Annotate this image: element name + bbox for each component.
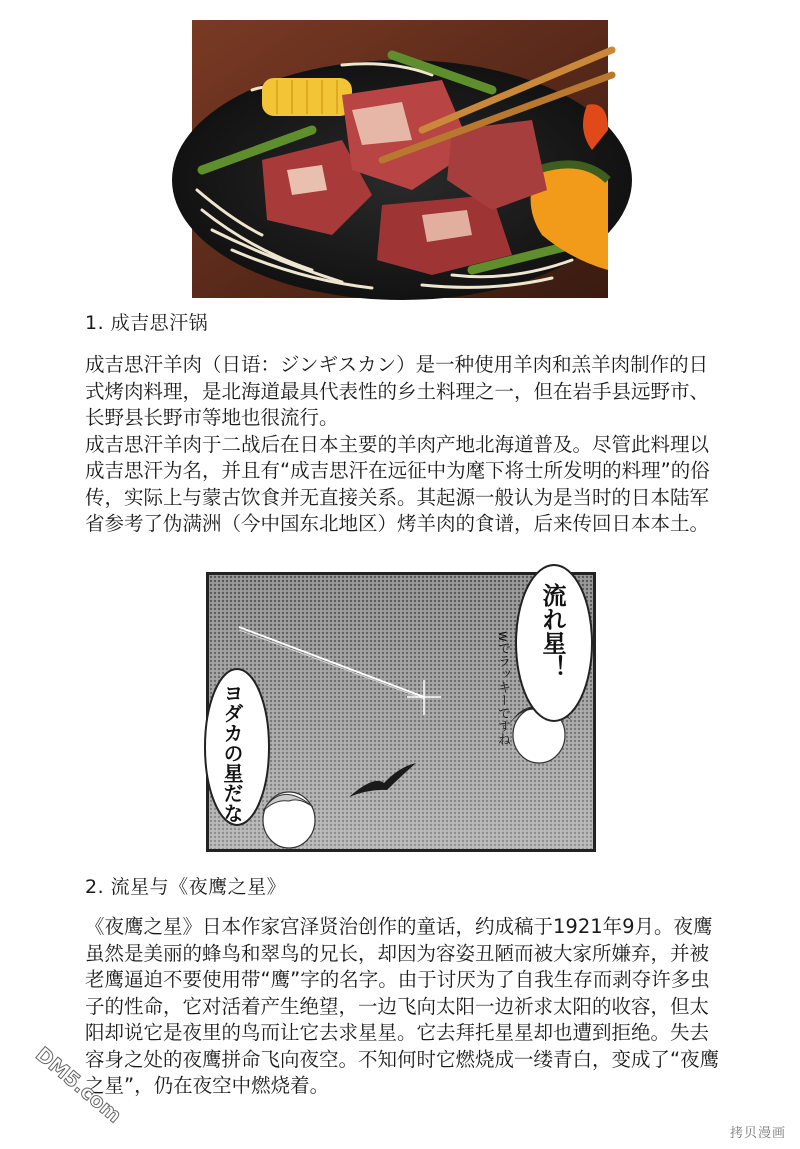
- svg-text:DM5.com: DM5.com: [31, 1041, 127, 1128]
- paragraph: 成吉思汗羊肉于二战后在日本主要的羊肉产地北海道普及。尽管此料理以成吉思汗为名，并且有“成吉思汗在远征中为麾下将士所发明的料理”的俗传，实际上与蒙古饮食并无直接关系。其起源一般认为是当时的日本陆军省参考了伪满洲（今中国东北地区）烤羊肉的食谱，后来传回日本本土。: [85, 432, 710, 535]
- copy-manga-watermark: 拷贝漫画: [730, 1126, 787, 1141]
- dm5-logo: [14, 1036, 127, 1136]
- small-handwritten-text: wでラッキーですね: [495, 631, 510, 746]
- section-heading: 2. 流星与《夜鹰之星》: [85, 876, 287, 898]
- speech-bubble-nighthawk-star: ヨダカの星だな: [220, 683, 244, 823]
- speech-bubble-shooting-star: 流れ星！: [538, 583, 566, 679]
- paragraph: 《夜鹰之星》日本作家宫泽贤治创作的童话，约成稿于1921年9月。夜鹰虽然是美丽的蜂鸟和翠鸟的兄长，却因为容姿丑陋而被大家所嫌弃，并被老鹰逼迫不要使用带“鹰”字的名字。由于讨厌为了自我生存而剥夺许多虫子的性命，它对活着产生绝望，一边飞向太阳一边祈求太阳的收容，但太阳却说它是夜里的鸟而让它去求星星。它去拜托星星却也遭到拒绝。失去容身之处的夜鹰拼命飞向夜空。不知何时它燃烧成一缕青白，变成了“夜鹰之星”，仍在夜空中燃烧着。: [85, 915, 720, 1097]
- manga-panel: [206, 572, 596, 852]
- paragraph: 成吉思汗羊肉（日语：ジンギスカン）是一种使用羊肉和羔羊肉制作的日式烤肉料理，是北海道最具代表性的乡土料理之一，但在岩手县远野市、长野县长野市等地也很流行。: [85, 353, 710, 429]
- genghis-khan-grill-photo: [192, 20, 608, 298]
- section-body: [85, 352, 725, 538]
- section-heading: 1. 成吉思汗锅: [85, 312, 209, 334]
- section-body: [85, 914, 725, 1100]
